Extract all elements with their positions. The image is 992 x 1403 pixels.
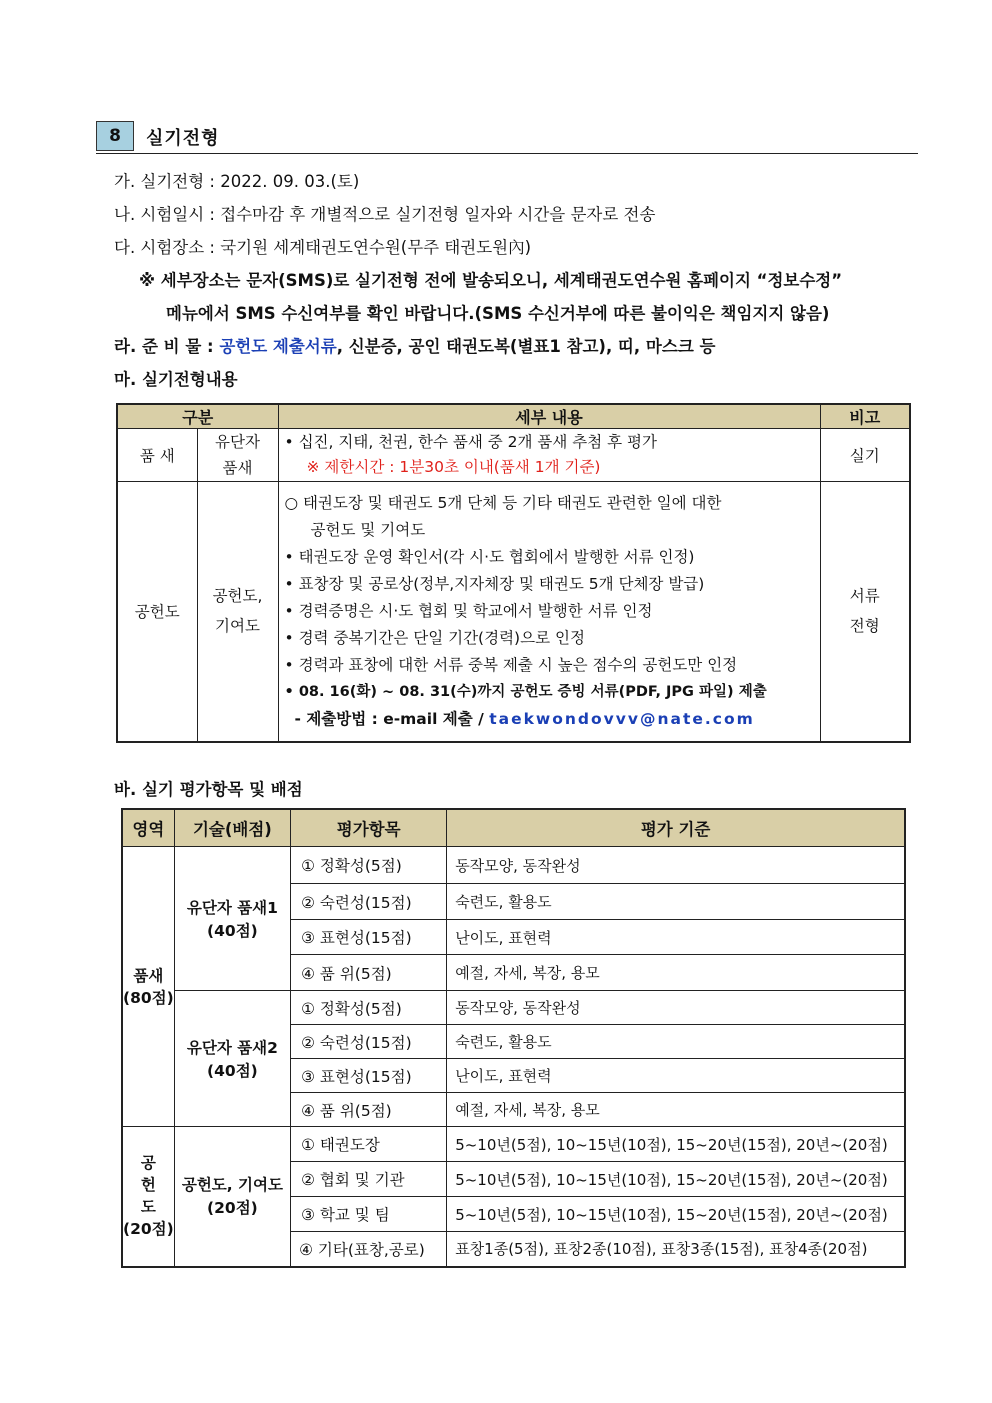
- cell-category: 공헌도: [117, 482, 197, 742]
- cell-criteria: 예절, 자세, 복장, 용모: [447, 1093, 905, 1127]
- exam-content-table: [116, 403, 911, 743]
- detail-time-limit: ※ 제한시간 : 1분30초 이내(품새 1개 기준): [306, 458, 601, 476]
- notice-line-1: ※ 세부장소는 문자(SMS)로 실기전형 전에 발송되오니, 세계태권도연수원 홈페이지 “정보수정”: [139, 271, 843, 290]
- cell-criteria: 예절, 자세, 복장, 용모: [447, 955, 905, 991]
- cell-area: [122, 847, 174, 1127]
- table-header-row: [122, 809, 905, 847]
- cell-item: ① 정확성(5점): [291, 847, 447, 884]
- detail-line: 공헌도 및 기여도: [310, 520, 426, 539]
- area-line-2: 헌: [140, 1176, 156, 1195]
- subcategory-line-1: 유단자: [215, 433, 260, 451]
- item-exam-content-heading: 마. 실기전형내용: [114, 370, 238, 389]
- materials-suffix: , 신분증, 공인 태권도복(별표1 참고), 띠, 마스크 등: [336, 337, 716, 356]
- area-line-1: 공: [140, 1154, 156, 1173]
- cell-note: [820, 482, 910, 742]
- cell-skill: [174, 991, 290, 1127]
- cell-item: ① 태권도장: [291, 1127, 447, 1162]
- section-number-badge: 8: [96, 121, 134, 151]
- cell-item: ① 정확성(5점): [291, 991, 447, 1025]
- cell-criteria: 5~10년(5점), 10~15년(10점), 15~20년(15점), 20년~(20점): [447, 1197, 905, 1232]
- section-header: [96, 121, 918, 154]
- detail-line: • 경력증명은 시·도 협회 및 학교에서 발행한 서류 인정: [284, 601, 653, 620]
- skill-line-1: 유단자 품새1: [186, 898, 278, 917]
- cell-item: ④ 품 위(5점): [291, 955, 447, 991]
- cell-detail: [278, 482, 820, 742]
- evaluation-table: [121, 808, 906, 1268]
- detail-deadline: • 08. 16(화) ~ 08. 31(수)까지 공헌도 증빙 서류(PDF, JPG 파일) 제출: [284, 683, 767, 700]
- table-row-contribution: [117, 482, 910, 742]
- area-line-4: (20점): [123, 1220, 174, 1239]
- item-evaluation-heading: 바. 실기 평가항목 및 배점: [114, 780, 303, 799]
- table-row: [122, 991, 905, 1025]
- header-detail: 세부 내용: [278, 404, 820, 429]
- cell-item: ③ 표현성(15점): [291, 920, 447, 955]
- subcategory-line-2: 기여도: [215, 617, 260, 636]
- area-line-2: (80점): [123, 988, 174, 1007]
- cell-criteria: 5~10년(5점), 10~15년(10점), 15~20년(15점), 20년~(20점): [447, 1127, 905, 1162]
- cell-detail: [278, 429, 820, 482]
- header-item: 평가항목: [291, 809, 447, 847]
- header-area: 영역: [122, 809, 174, 847]
- detail-line: ○ 태권도장 및 태권도 5개 단체 등 기타 태권도 관련한 일에 대한: [284, 493, 722, 512]
- cell-skill: [174, 1127, 290, 1267]
- materials-highlight: 공헌도 제출서류: [219, 337, 337, 356]
- detail-line: • 경력 중복기간은 단일 기간(경력)으로 인정: [284, 628, 585, 647]
- item-exam-time: 나. 시험일시 : 접수마감 후 개별적으로 실기전형 일자와 시간을 문자로 전송: [114, 205, 656, 224]
- skill-line-2: (20점): [207, 1199, 258, 1218]
- table-row-poomsae: [117, 429, 910, 482]
- materials-prefix: 라. 준 비 물 :: [114, 337, 220, 356]
- cell-criteria: 난이도, 표현력: [447, 920, 905, 955]
- subcategory-line-2: 품새: [222, 459, 253, 477]
- detail-line: • 표창장 및 공로상(정부,지자체장 및 태권도 5개 단체장 발급): [284, 574, 705, 593]
- item-exam-place: 다. 시험장소 : 국기원 세계태권도연수원(무주 태권도원內): [114, 238, 532, 257]
- cell-item: ② 협회 및 기관: [291, 1162, 447, 1197]
- cell-criteria: 동작모양, 동작완성: [447, 847, 905, 884]
- cell-subcategory: [197, 429, 278, 482]
- cell-subcategory: [197, 482, 278, 742]
- cell-criteria: 표창1종(5점), 표창2종(10점), 표창3종(15점), 표창4종(20점): [447, 1232, 905, 1267]
- detail-line: • 태권도장 운영 확인서(각 시·도 협회에서 발행한 서류 인정): [284, 547, 695, 566]
- note-line-1: 서류: [849, 587, 880, 606]
- section-title: 실기전형: [146, 128, 220, 149]
- cell-criteria: 동작모양, 동작완성: [447, 991, 905, 1025]
- header-note: 비고: [820, 404, 910, 429]
- cell-area: [122, 1127, 174, 1267]
- cell-skill: [174, 847, 290, 991]
- detail-submission-method: [285, 706, 814, 733]
- note-line-2: 전형: [849, 617, 880, 636]
- cell-criteria: 난이도, 표현력: [447, 1059, 905, 1093]
- cell-item: ③ 표현성(15점): [291, 1059, 447, 1093]
- item-materials: [114, 333, 715, 357]
- skill-line-1: 공헌도, 기여도: [181, 1176, 283, 1195]
- header-criteria: 평가 기준: [447, 809, 905, 847]
- cell-item: ② 숙련성(15점): [291, 884, 447, 920]
- submission-method-prefix: - 제출방법 : e-mail 제출 /: [294, 709, 490, 728]
- cell-note: 실기: [820, 429, 910, 482]
- cell-item: ④ 기타(표창,공로): [291, 1232, 447, 1267]
- cell-criteria: 숙련도, 활용도: [447, 1025, 905, 1059]
- cell-item: ② 숙련성(15점): [291, 1025, 447, 1059]
- header-category: 구분: [117, 404, 278, 429]
- skill-line-1: 유단자 품새2: [186, 1038, 278, 1057]
- cell-item: ③ 학교 및 팀: [291, 1197, 447, 1232]
- table-row: [122, 847, 905, 884]
- detail-line: • 경력과 표창에 대한 서류 중복 제출 시 높은 점수의 공헌도만 인정: [284, 655, 738, 674]
- subcategory-line-1: 공헌도,: [212, 587, 263, 606]
- item-exam-date: 가. 실기전형 : 2022. 09. 03.(토): [114, 172, 360, 191]
- cell-item: ④ 품 위(5점): [291, 1093, 447, 1127]
- cell-criteria: 숙련도, 활용도: [447, 884, 905, 920]
- table-row: [122, 1127, 905, 1162]
- skill-line-2: (40점): [207, 1061, 258, 1080]
- email-link[interactable]: taekwondovvv@nate.com: [489, 709, 755, 728]
- notice-line-2: 메뉴에서 SMS 수신여부를 확인 바랍니다.(SMS 수신거부에 따른 불이익은 책임지지 않음): [166, 304, 830, 323]
- cell-criteria: 5~10년(5점), 10~15년(10점), 15~20년(15점), 20년~(20점): [447, 1162, 905, 1197]
- area-line-3: 도: [140, 1198, 156, 1217]
- header-skill: 기술(배점): [174, 809, 290, 847]
- cell-category: 품 새: [117, 429, 197, 482]
- area-line-1: 품새: [133, 966, 164, 985]
- table-header-row: [117, 404, 910, 429]
- skill-line-2: (40점): [207, 921, 258, 940]
- detail-line: • 십진, 지태, 천권, 한수 품새 중 2개 품새 추첨 후 평가: [284, 433, 657, 451]
